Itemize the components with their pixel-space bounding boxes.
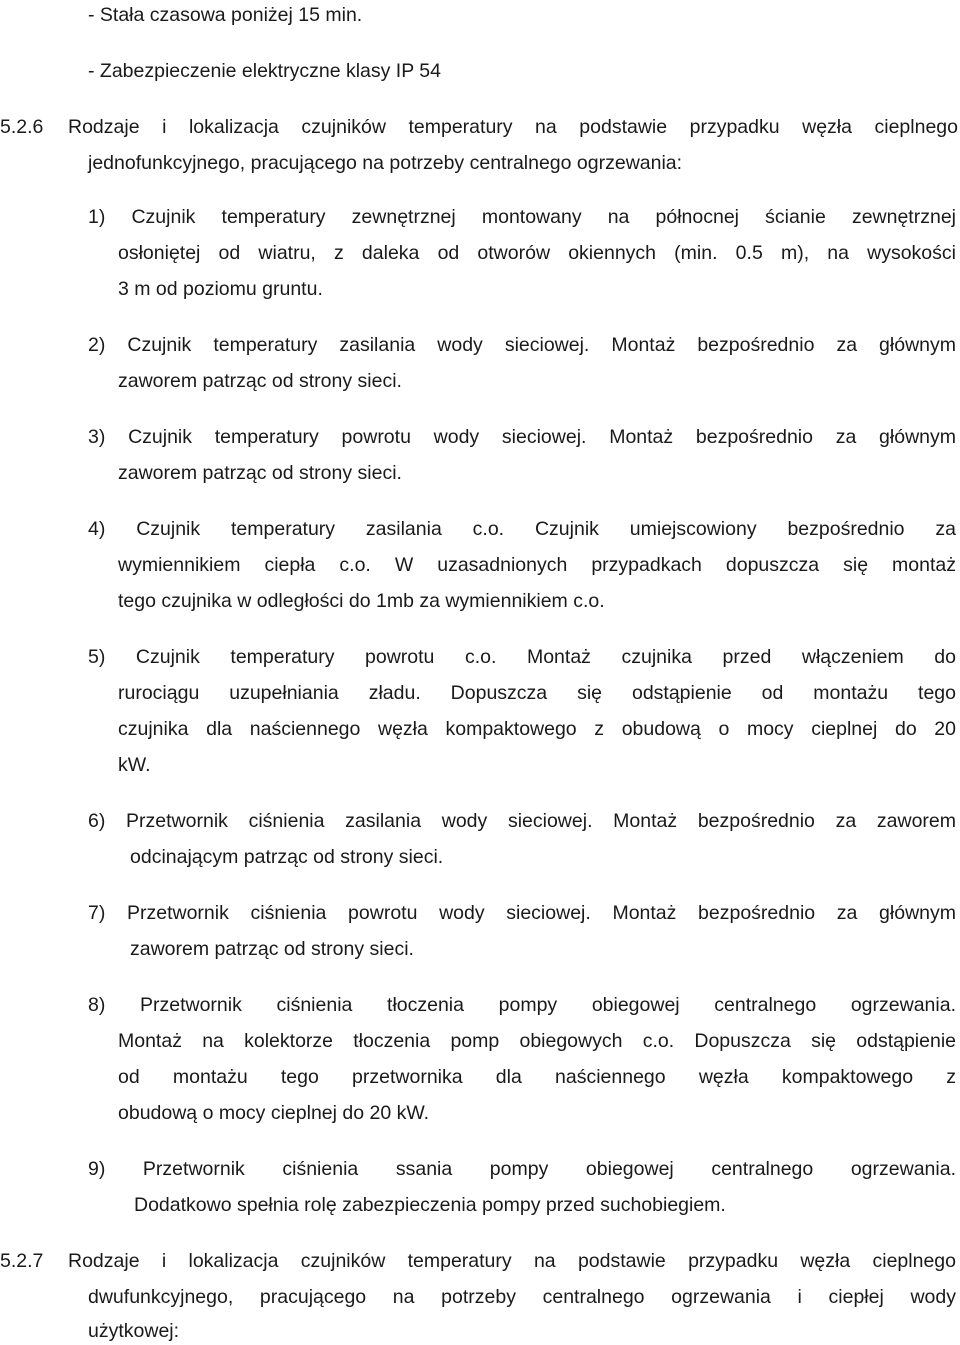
list-item-6-line2: odcinającym patrząc od strony sieci. xyxy=(130,846,444,868)
intro-line-time-constant: - Stała czasowa poniżej 15 min. xyxy=(88,4,363,26)
list-item-5-line4: kW. xyxy=(118,754,151,776)
list-item-8-line3: od montażu tego przetwornika dla naściennego węzła kompaktowego z xyxy=(118,1066,956,1088)
list-item-3-line2: zaworem patrząc od strony sieci. xyxy=(118,462,402,484)
list-item-1-line2: osłoniętej od wiatru, z daleka od otworów okiennych (min. 0.5 m), na wysokości xyxy=(118,242,956,264)
section-heading-526-text: Rodzaje i lokalizacja czujników temperatury na podstawie przypadku węzła cieplnego xyxy=(68,116,958,138)
list-item-4-line2: wymiennikiem ciepła c.o. W uzasadnionych przypadkach dopuszcza się montaż xyxy=(118,554,956,576)
section-heading-526-line2: jednofunkcyjnego, pracującego na potrzeby centralnego ogrzewania: xyxy=(88,152,683,174)
list-item-1-line3: 3 m od poziomu gruntu. xyxy=(118,278,323,300)
list-item-3-line1: 3) Czujnik temperatury powrotu wody sieciowej. Montaż bezpośrednio za głównym xyxy=(88,426,956,448)
list-item-7-line1: 7) Przetwornik ciśnienia powrotu wody sieciowej. Montaż bezpośrednio za głównym xyxy=(88,902,956,924)
section-heading-527: Rodzaje i lokalizacja czujników temperatury na podstawie przypadku węzła cieplnego xyxy=(68,1250,956,1272)
list-item-5-line1: 5) Czujnik temperatury powrotu c.o. Montaż czujnika przed włączeniem do xyxy=(88,646,956,668)
section-number-527: 5.2.7 xyxy=(0,1250,44,1272)
list-item-2-line1: 2) Czujnik temperatury zasilania wody sieciowej. Montaż bezpośrednio za głównym xyxy=(88,334,956,356)
list-item-8-line1: 8) Przetwornik ciśnienia tłoczenia pompy obiegowej centralnego ogrzewania. xyxy=(88,994,956,1016)
list-item-6-line1: 6) Przetwornik ciśnienia zasilania wody sieciowej. Montaż bezpośrednio za zaworem xyxy=(88,810,956,832)
list-item-5-line3: czujnika dla naściennego węzła kompaktowego z obudową o mocy cieplnej do 20 xyxy=(118,718,956,740)
section-heading-527-line2: dwufunkcyjnego, pracującego na potrzeby centralnego ogrzewania i ciepłej wody xyxy=(88,1286,956,1308)
list-item-9-line2: Dodatkowo spełnia rolę zabezpieczenia pompy przed suchobiegiem. xyxy=(134,1194,726,1216)
list-item-8-line2: Montaż na kolektorze tłoczenia pomp obiegowych c.o. Dopuszcza się odstąpienie xyxy=(118,1030,956,1052)
list-item-9-line1: 9) Przetwornik ciśnienia ssania pompy obiegowej centralnego ogrzewania. xyxy=(88,1158,956,1180)
list-item-8-line4: obudową o mocy cieplnej do 20 kW. xyxy=(118,1102,430,1124)
list-item-4-line3: tego czujnika w odległości do 1mb za wymiennikiem c.o. xyxy=(118,590,605,612)
list-item-2-line2: zaworem patrząc od strony sieci. xyxy=(118,370,402,392)
list-item-5-line2: rurociągu uzupełniania zładu. Dopuszcza się odstąpienie od montażu tego xyxy=(118,682,956,704)
list-item-7-line2: zaworem patrząc od strony sieci. xyxy=(130,938,414,960)
list-item-1-line1: 1) Czujnik temperatury zewnętrznej montowany na północnej ścianie zewnętrznej xyxy=(88,206,956,228)
intro-line-ip-class: - Zabezpieczenie elektryczne klasy IP 54 xyxy=(88,60,441,82)
section-number-526: 5.2.6 xyxy=(0,116,44,138)
section-heading-527-line3: użytkowej: xyxy=(88,1320,180,1342)
list-item-4-line1: 4) Czujnik temperatury zasilania c.o. Czujnik umiejscowiony bezpośrednio za xyxy=(88,518,956,540)
section-heading-526 xyxy=(68,114,958,140)
